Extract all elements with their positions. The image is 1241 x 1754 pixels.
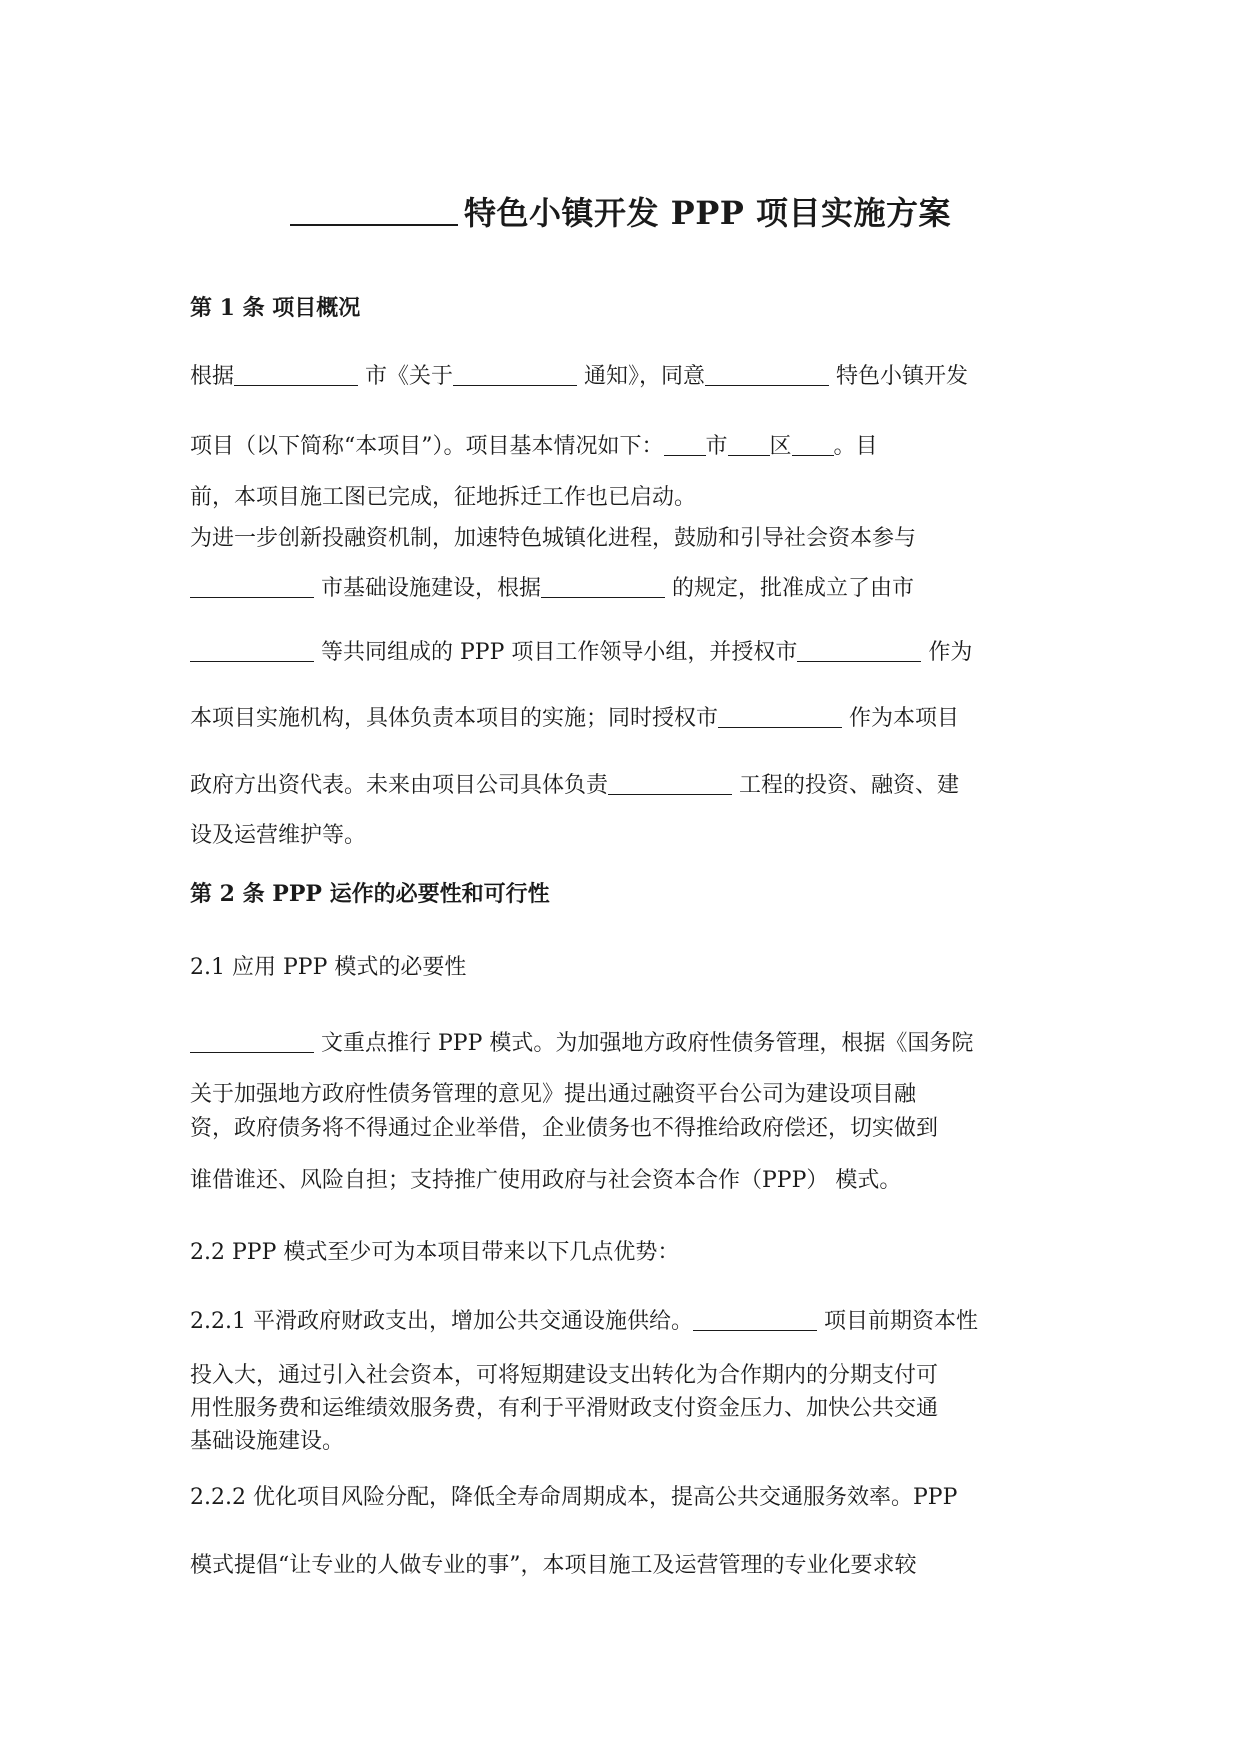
text-run: 等共同组成的 PPP 项目工作领导小组，并授权市 bbox=[314, 640, 798, 665]
title-blank bbox=[290, 194, 458, 226]
fill-blank bbox=[792, 433, 834, 456]
text-run: 通知》，同意 bbox=[577, 364, 706, 389]
paragraph-1-line-1 bbox=[190, 361, 1050, 393]
paragraph-2-line-3 bbox=[190, 637, 1050, 669]
paragraph-4-line-3: 用性服务费和运维绩效服务费，有利于平滑财政支付资金压力、加快公共交通 bbox=[190, 1396, 939, 1421]
fill-blank bbox=[705, 363, 829, 386]
paragraph-3-line-3: 资，政府债务将不得通过企业举借，企业债务也不得推给政府偿还，切实做到 bbox=[190, 1116, 939, 1141]
paragraph-4-line-1 bbox=[190, 1306, 1050, 1338]
section-2-heading: 第 2 条 PPP 运作的必要性和可行性 bbox=[190, 881, 550, 907]
text-run: 。目 bbox=[833, 434, 878, 459]
fill-blank bbox=[797, 639, 921, 662]
fill-blank bbox=[693, 1308, 817, 1331]
text-run: 2.2.1 平滑政府财政支出，增加公共交通设施供给。 bbox=[190, 1309, 693, 1334]
text-run: 市 bbox=[705, 434, 728, 459]
paragraph-2-line-4 bbox=[190, 703, 1050, 735]
text-run: 的规定，批准成立了由市 bbox=[665, 576, 914, 601]
paragraph-2-line-5 bbox=[190, 770, 1050, 802]
text-run: 政府方出资代表。未来由项目公司具体负责 bbox=[190, 773, 609, 798]
fill-blank bbox=[190, 575, 314, 598]
fill-blank bbox=[718, 705, 842, 728]
text-run: 作为本项目 bbox=[842, 706, 960, 731]
fill-blank bbox=[190, 1030, 314, 1053]
paragraph-3-line-4: 谁借谁还、风险自担；支持推广使用政府与社会资本合作（PPP） 模式。 bbox=[190, 1168, 902, 1193]
text-run: 市基础设施建设，根据 bbox=[314, 576, 541, 601]
paragraph-5-line-1: 2.2.2 优化项目风险分配，降低全寿命周期成本，提高公共交通服务效率。PPP bbox=[190, 1485, 958, 1510]
paragraph-4-line-2: 投入大，通过引入社会资本，可将短期建设支出转化为合作期内的分期支付可 bbox=[190, 1363, 939, 1388]
paragraph-2-line-1: 为进一步创新投融资机制，加速特色城镇化进程，鼓励和引导社会资本参与 bbox=[190, 526, 917, 551]
text-run: 本项目实施机构，具体负责本项目的实施；同时授权市 bbox=[190, 706, 719, 731]
document-title bbox=[0, 190, 1241, 236]
paragraph-1-line-3: 前，本项目施工图已完成，征地拆迁工作也已启动。 bbox=[190, 485, 697, 510]
fill-blank bbox=[541, 575, 665, 598]
text-run: 市《关于 bbox=[358, 364, 454, 389]
paragraph-3-line-2: 关于加强地方政府性债务管理的意见》提出通过融资平台公司为建设项目融 bbox=[190, 1082, 917, 1107]
paragraph-3-line-1 bbox=[190, 1028, 1050, 1060]
subsection-2-1-heading: 2.1 应用 PPP 模式的必要性 bbox=[190, 955, 467, 980]
section-1-heading: 第 1 条 项目概况 bbox=[190, 295, 361, 321]
text-run: 项目（以下简称“本项目”）。项目基本情况如下： bbox=[190, 434, 664, 459]
paragraph-2-line-6: 设及运营维护等。 bbox=[190, 823, 367, 848]
text-run: 项目前期资本性 bbox=[816, 1309, 978, 1334]
subsection-2-2-heading: 2.2 PPP 模式至少可为本项目带来以下几点优势： bbox=[190, 1240, 680, 1265]
paragraph-2-line-2 bbox=[190, 573, 1050, 605]
text-run: 作为 bbox=[921, 640, 973, 665]
text-run: 区 bbox=[769, 434, 792, 459]
fill-blank bbox=[190, 639, 314, 662]
text-run: 文重点推行 PPP 模式。为加强地方政府性债务管理，根据《国务院 bbox=[314, 1031, 974, 1056]
paragraph-4-line-4: 基础设施建设。 bbox=[190, 1429, 345, 1454]
fill-blank bbox=[453, 363, 577, 386]
paragraph-1-line-2 bbox=[190, 431, 1050, 463]
title-text: 特色小镇开发 PPP 项目实施方案 bbox=[464, 194, 951, 232]
fill-blank bbox=[664, 433, 706, 456]
text-run: 特色小镇开发 bbox=[829, 364, 969, 389]
text-run: 根据 bbox=[190, 364, 235, 389]
fill-blank bbox=[728, 433, 770, 456]
paragraph-5-line-2: 模式提倡“让专业的人做专业的事”，本项目施工及运营管理的专业化要求较 bbox=[190, 1553, 917, 1578]
fill-blank bbox=[608, 772, 732, 795]
fill-blank bbox=[234, 363, 358, 386]
text-run: 工程的投资、融资、建 bbox=[732, 773, 960, 798]
